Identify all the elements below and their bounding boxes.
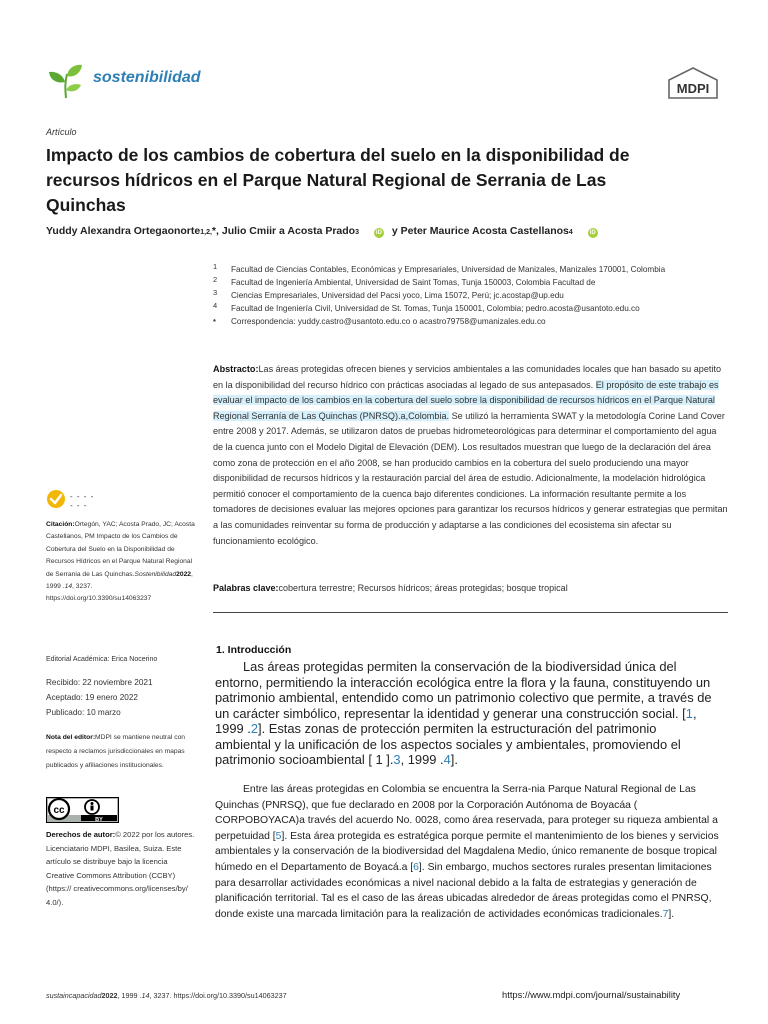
author-3[interactable]: y Peter Maurice Acosta Castellanos xyxy=(391,225,569,237)
footer-year: 2022 xyxy=(101,991,118,1000)
affiliation-row xyxy=(213,289,713,302)
orcid-icon[interactable]: iD xyxy=(375,230,382,236)
section-title: 1. Introducción xyxy=(216,644,292,656)
check-for-updates-icon[interactable] xyxy=(46,489,66,509)
article-title: Impacto de los cambios de cobertura del suelo en la disponibilidad de recursos hídricos en el Parque Natural Regional de Serrania de Las Quinchas xyxy=(46,145,630,215)
copyright-block xyxy=(46,828,196,909)
text: Entre las áreas protegidas en Colombia se encuentra la Serra-nia Parque Natural Regional de Las Quinchas (PNRSQ), que fue declarado en 2008 por la Corporación Autónoma de Boyacáa ( CORPOBOYACA)a través del acuerdo No. 0028, como área reservada, para proteger su riqueza ambiental a perpetuidad [ xyxy=(215,784,718,842)
publisher-note-text: MDPI se mantiene neutral con respecto a reclamos jurisdiccionales en mapas publicados y afiliaciones institucionales. xyxy=(46,734,186,769)
reference-link[interactable]: 5 xyxy=(275,830,282,842)
text: , 1999 . xyxy=(215,705,697,736)
abstract-highlight[interactable]: El propósito de este trabajo es evaluar el impacto de los cambios en la cobertura del suelo sobre la disponibilidad de recursos hídricos en el Parque Natural Regional Serranía de Las Quinchas (PNRSQ).a,Colombia. xyxy=(213,379,719,421)
footer-volume: 14 xyxy=(141,991,150,1000)
abstract-label: Abstracto: xyxy=(213,364,259,374)
text: , 1999 . xyxy=(400,752,444,767)
copyright-text: © 2022 por los autores. Licenciatario MDPI, Basilea, Suiza. Este artículo se distribuye bajo la licencia Creative Commons Attribution (CCBY) (https:// creativecommons.org/licenses/by/ 4.0/). xyxy=(46,830,195,907)
reference-link[interactable]: 4 xyxy=(443,752,451,767)
publication-dates xyxy=(46,675,153,720)
text: ]. Esta área protegida es estratégica porque permite el mantenimiento de los bienes y servicios ambientales y la conservación de la biodiversidad del Magdalena Medio, único remanente de bosque tropical húmedo en el Departamento de Boyacá.a [ xyxy=(215,830,719,873)
citation-journal: Sostenibilidad xyxy=(134,570,177,578)
author-1-affil: 1,2, xyxy=(200,229,212,236)
citation-text: , 1999 . xyxy=(46,570,193,591)
body-paragraph xyxy=(215,782,725,922)
footer-doi[interactable]: , 3237. https://doi.org/10.3390/su14063237 xyxy=(149,991,287,1000)
text: ]. Sin embargo, muchos sectores rurales presentan limitaciones para desarrollar actividades económicas a nivel nacional debido a la falta de estrategias y generación de planificación territorial. Tal es el caso de las áreas ubicadas alrededor de áreas protegidas como el PNRSQ, donde existe una marcada limitación para la realización de actividades económicas tradicionales. xyxy=(215,861,712,920)
author-1[interactable]: Yuddy Alexandra Ortegaonorte xyxy=(46,225,201,237)
citation-doi[interactable]: , 3237. https://doi.org/10.3390/su14063237 xyxy=(46,583,152,603)
mdpi-logo-text: MDPI xyxy=(676,81,710,96)
affiliation-row xyxy=(213,276,713,289)
citation-block xyxy=(46,519,196,606)
affiliation-row xyxy=(213,263,713,276)
affiliation-number: * xyxy=(213,317,216,326)
author-2-affil: 3 xyxy=(355,229,359,236)
cc-by-icon[interactable] xyxy=(46,797,119,823)
reference-link[interactable]: 3 xyxy=(393,752,401,767)
body-paragraph xyxy=(215,659,715,768)
affiliation-row xyxy=(213,302,713,315)
affiliation-number: 3 xyxy=(213,288,218,297)
copyright-label: Derechos de autor: xyxy=(46,830,116,839)
mdpi-logo[interactable] xyxy=(667,67,719,99)
orcid-icon[interactable]: iD xyxy=(589,230,596,236)
academic-editor: Editorial Académica: Erica Nocerino xyxy=(46,656,158,663)
svg-text:cc: cc xyxy=(53,805,65,816)
citation-year: 2022 xyxy=(176,570,192,578)
author-2[interactable]: Julio Cmiir a Acosta Prado xyxy=(221,225,356,237)
cc-by-label: BY xyxy=(95,817,103,823)
text: ]. xyxy=(450,752,458,767)
text: Las áreas protegidas permiten la conservación de la biodiversidad única del entorno, permitiendo la interacción ecológica entre la flora y la fauna, constituyendo un patrimonio ambiental, entendido como un patrimonio colectivo que permite, a través de un carácter simbólico, representar la identidad y generar una construcción social. [ xyxy=(215,659,712,721)
publisher-note-label: Nota del editor: xyxy=(46,734,96,741)
affiliation-text: Ciencias Empresariales, Universidad del Pacsi yoco, Lima 15072, Perú; jc.acostap@up.edu xyxy=(231,291,564,300)
journal-name[interactable]: sostenibilidad xyxy=(93,69,201,86)
received-date: Recibido: 22 noviembre 2021 xyxy=(46,678,153,687)
reference-link[interactable]: 2 xyxy=(250,721,259,736)
check-for-updates-label[interactable]: - - - - - - - xyxy=(70,492,95,510)
abstract-text: Las áreas protegidas ofrecen bienes y servicios ambientales a las comunidades locales que han basado su apetito en la disponibilidad del recurso hídrico con prácticas asociadas al legado de sus antepasados. xyxy=(213,364,722,390)
keywords-label: Palabras clave: xyxy=(213,583,279,593)
section-divider xyxy=(213,612,728,613)
reference-link[interactable]: 6 xyxy=(413,861,419,873)
journal-logo-icon xyxy=(46,62,86,100)
footer-journal: sustaincapacidad xyxy=(46,991,102,1000)
affiliation-row xyxy=(213,315,713,328)
text: ]. xyxy=(668,908,675,920)
citation-volume: 14 xyxy=(64,583,73,591)
journal-url-link[interactable]: https://www.mdpi.com/journal/sustainability xyxy=(502,989,681,1000)
affiliations xyxy=(213,263,713,328)
abstract xyxy=(213,362,728,549)
abstract-text: Se utilizó la herramienta SWAT y la metodología Corine Land Cover entre 2008 y 2017. Además, se utilizaron datos de pruebas hidrometeorológicas para determinar el comportamiento del agua de la cuenca junto con el Modelo Digital de Elevación (DEM). Los resultados muestran que luego de la declaración del área como zona de protección en el año 2008, se han producido cambios en la cobertura del suelo produciendo una mayor disponibilidad de recursos hídricos y la restauración parcial del área de estudio. Adicionalmente, la modelación hidrológica permitió conocer el comportamiento de la cuenca bajo diferentes condiciones. La información resultante permite a los tomadores de decisiones evaluar las mejores opciones para garantizar los recursos hídricos y generar estrategias que permitan a las comunidades reinventar su forma de producción y adaptarse a las condiciones del ecosistema sin afectar su funcionamiento ecológico. xyxy=(213,410,728,546)
author-3-affil: 4 xyxy=(568,229,573,236)
published-date: Publicado: 10 marzo xyxy=(46,708,121,717)
keywords xyxy=(213,583,728,593)
publisher-note xyxy=(46,731,196,773)
article-type: Artículo xyxy=(46,127,77,137)
correspondence-text: Correspondencia: yuddy.castro@usantoto.edu.co o acastro79758@umanizales.edu.co xyxy=(231,317,546,326)
affiliation-text: Facultad de Ciencias Contables, Económicas y Empresariales, Universidad de Manizales, Manizales 170001, Colombia xyxy=(231,265,666,274)
affiliation-number: 4 xyxy=(213,301,218,310)
reference-link[interactable]: 7 xyxy=(662,908,669,920)
footer-text: , 1999 . xyxy=(117,991,142,1000)
affiliation-number: 2 xyxy=(213,275,218,284)
footer-citation xyxy=(46,991,287,1000)
reference-link[interactable]: 1 xyxy=(685,705,693,721)
corresponding-mark: * xyxy=(211,225,217,237)
text: ]. Estas zonas de protección permiten la estructuración del patrimonio ambiental y la unificación de los aspectos sociales y ambientales, promoviendo el patrimonio socioambiental [ 1 ]. xyxy=(215,721,681,767)
author-list: Yuddy Alexandra Ortegaonorte1,2,*, Julio Cmiir a Acosta Prado3 iD y Peter Maurice Acosta Castellanos4 iD xyxy=(46,225,596,237)
citation-text: Ortegón, YAC; Acosta Prado, JC; Acosta Castellanos, PM Impacto de los Cambios de Cobertura del Suelo en la Disponibilidad de Recursos Hídricos en el Parque Natural Regional de Serrania de Las Quinchas. xyxy=(46,521,195,578)
keywords-text: cobertura terrestre; Recursos hídricos; áreas protegidas; bosque tropical xyxy=(278,583,568,593)
affiliation-text: Facultad de Ingeniería Ambiental, Universidad de Saint Tomas, Tunja 150003, Colombia Facultad de xyxy=(231,278,596,287)
citation-label: Citación: xyxy=(46,521,75,528)
affiliation-number: 1 xyxy=(213,262,218,271)
accepted-date: Aceptado: 19 enero 2022 xyxy=(46,693,138,702)
affiliation-text: Facultad de Ingeniería Civil, Universidad de St. Tomas, Tunja 150001, Colombia; pedro.acosta@usantoto.edu.co xyxy=(231,304,640,313)
